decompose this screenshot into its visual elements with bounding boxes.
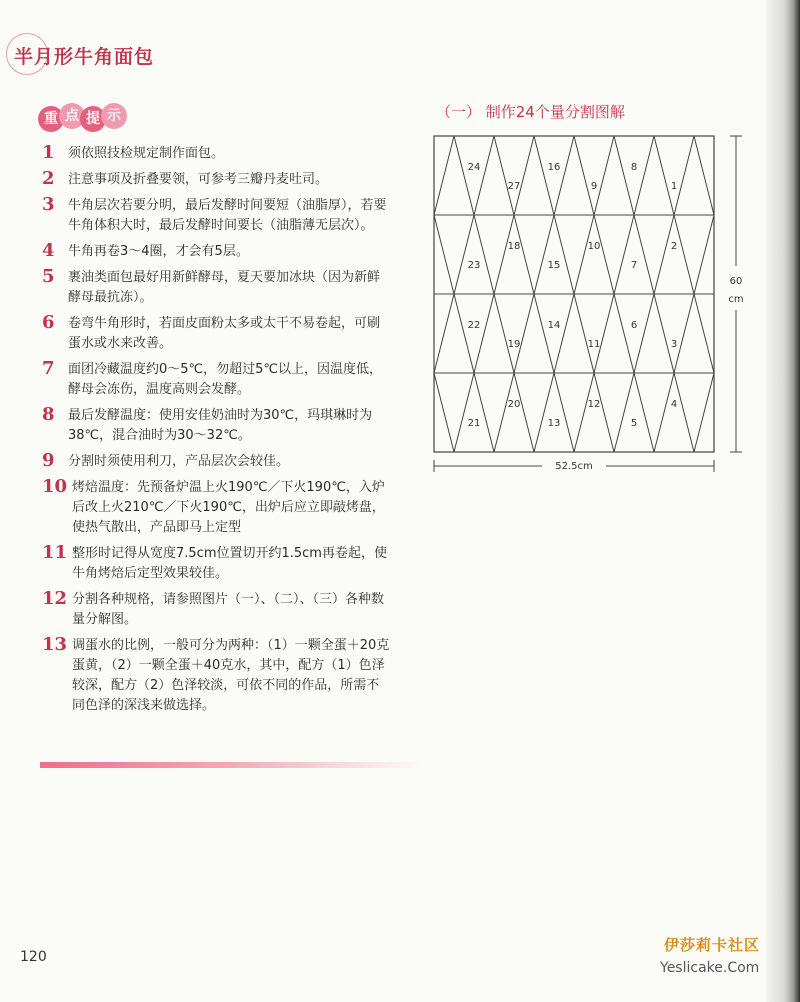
diagonal-cut-line (554, 373, 574, 452)
diagonal-cut-line (694, 294, 714, 373)
page-title: 半月形牛角面包 (14, 46, 155, 68)
diagonal-cut-line (574, 294, 594, 373)
diagonal-cut-line (434, 294, 454, 373)
diagonal-cut-line (454, 373, 474, 452)
diagonal-cut-line (494, 136, 514, 215)
diagonal-cut-line (594, 294, 614, 373)
piece-label: 4 (670, 399, 678, 411)
diagonal-cut-line (634, 294, 654, 373)
diagonal-cut-line (554, 294, 574, 373)
piece-label: 20 (507, 399, 521, 411)
page-number: 120 (20, 949, 47, 965)
tip-number: 1 (42, 142, 55, 163)
diagonal-cut-line (634, 215, 654, 294)
piece-label: 18 (507, 241, 521, 253)
book-spine-shadow (766, 0, 800, 1002)
diagonal-cut-line (674, 215, 694, 294)
diagonal-cut-line (454, 294, 474, 373)
tips-badge-char: 点 (59, 103, 85, 129)
diagonal-cut-line (474, 136, 494, 215)
tip-text: 裹油类面包最好用新鲜酵母，夏天要加冰块（因为新鲜酵母最抗冻）。 (68, 270, 381, 305)
diagonal-cut-line (554, 215, 574, 294)
diagonal-cut-line (574, 215, 594, 294)
watermark-cn: 伊莎莉卡社区 (664, 936, 761, 954)
tip-number: 7 (42, 358, 55, 379)
tip-text: 牛角层次若要分明，最后发酵时间要短（油脂厚），若要牛角体积大时，最后发酵时间要长（油脂薄无层次）。 (68, 198, 387, 233)
diagonal-cut-line (534, 215, 554, 294)
diagonal-cut-line (474, 294, 494, 373)
tip-number: 5 (42, 266, 55, 287)
tip-item (42, 268, 392, 308)
piece-label: 5 (630, 417, 638, 429)
tip-item (42, 590, 392, 630)
piece-label: 23 (467, 259, 481, 271)
piece-label: 27 (507, 180, 521, 192)
diagonal-cut-line (494, 294, 514, 373)
diagonal-cut-line (514, 136, 534, 215)
piece-label: 1 (670, 180, 678, 192)
tip-number: 3 (42, 194, 55, 215)
tip-text: 面团冷藏温度约0～5℃，勿超过5℃以上，因温度低，酵母会冻伤，温度高则会发酵。 (68, 362, 383, 397)
diagonal-cut-line (454, 136, 474, 215)
diagonal-cut-line (654, 373, 674, 452)
height-unit: cm (728, 294, 744, 305)
tip-text: 调蛋水的比例，一般可分为两种：（1）一颗全蛋＋20克蛋黄，（2）一颗全蛋＋40克水，其中，配方（1）色泽较深，配方（2）色泽较淡，可依不同的作品，所需不同色泽的深浅来做选择。 (72, 638, 390, 713)
tip-number: 4 (42, 240, 55, 261)
tip-item (42, 314, 392, 354)
piece-labels (468, 162, 678, 429)
diagonal-cut-line (654, 136, 674, 215)
tip-text: 烤焙温度：先预备炉温上火190℃／下火190℃，入炉后改上火210℃／下火190℃，出炉后应立即敲烤盘，使热气散出，产品即马上定型 (72, 480, 385, 535)
diagonal-cut-line (494, 373, 514, 452)
diagonal-cut-line (574, 373, 594, 452)
diagonal-cut-line (534, 136, 554, 215)
diagonal-cut-line (514, 373, 534, 452)
diagonal-cut-line (694, 373, 714, 452)
piece-label: 6 (630, 320, 638, 332)
diagonal-cut-line (614, 136, 634, 215)
tip-text: 牛角再卷3～4圈，才会有5层。 (68, 244, 249, 259)
tip-text: 最后发酵温度：使用安佳奶油时为30℃，玛琪琳时为38℃，混合油时为30～32℃。 (68, 408, 373, 443)
piece-label: 16 (547, 162, 561, 174)
piece-label: 19 (507, 338, 521, 350)
diagonal-cut-line (594, 136, 614, 215)
diagonal-cut-line (694, 136, 714, 215)
diagonal-cut-line (614, 294, 634, 373)
tip-item (42, 170, 392, 190)
diagonal-cut-line (474, 373, 494, 452)
piece-label: 8 (630, 162, 638, 174)
diagonal-cut-line (514, 294, 534, 373)
piece-label: 21 (467, 417, 481, 429)
piece-label: 13 (547, 417, 561, 429)
diagonal-cut-line (474, 215, 494, 294)
diagonal-cut-line (434, 136, 454, 215)
tips-badge-char: 提 (80, 106, 106, 132)
diagonal-cut-line (514, 215, 534, 294)
diagonal-cut-line (434, 215, 454, 294)
piece-label: 7 (630, 259, 638, 271)
cutting-diagram (420, 120, 760, 480)
tip-number: 12 (42, 588, 68, 609)
height-value: 60 (729, 276, 743, 287)
diagram-title: （一） 制作24个量分割图解 (436, 103, 625, 121)
width-label: 52.5cm (555, 461, 593, 472)
tips-badge (38, 106, 122, 132)
piece-label: 15 (547, 259, 561, 271)
diagonal-cut-line (634, 373, 654, 452)
piece-label: 10 (587, 241, 601, 253)
tips-list (42, 144, 392, 722)
tip-number: 11 (42, 542, 68, 563)
tip-text: 分割各种规格，请参照图片（一）、（二）、（三）各种数量分解图。 (72, 592, 385, 627)
piece-label: 11 (587, 338, 601, 350)
tip-item (42, 196, 392, 236)
tip-item (42, 360, 392, 400)
tip-text: 分割时须使用利刀，产品层次会较佳。 (68, 454, 290, 469)
piece-label: 9 (590, 180, 598, 192)
diagonal-cut-line (654, 215, 674, 294)
tip-item (42, 544, 392, 584)
tip-text: 注意事项及折叠要领，可参考三瓣丹麦吐司。 (68, 172, 329, 187)
diagonal-cut-line (674, 294, 694, 373)
tip-text: 整形时记得从宽度7.5cm位置切开约1.5cm再卷起，使牛角烤焙后定型效果较佳。 (72, 546, 387, 581)
piece-label: 12 (587, 399, 601, 411)
tip-item (42, 406, 392, 446)
diagonal-cut-line (594, 215, 614, 294)
tip-number: 2 (42, 168, 55, 189)
tips-badge-char: 重 (38, 106, 64, 132)
diagonal-cut-line (614, 373, 634, 452)
diagonal-cut-line (534, 373, 554, 452)
diagonal-cut-line (594, 373, 614, 452)
diagonal-cut-line (634, 136, 654, 215)
piece-label: 2 (670, 241, 678, 253)
diagonal-cut-line (574, 136, 594, 215)
tip-item (42, 636, 392, 716)
diagonal-cut-line (614, 215, 634, 294)
diagonal-cut-line (674, 373, 694, 452)
tip-item (42, 144, 392, 164)
diagonal-cut-line (694, 215, 714, 294)
tips-badge-char: 示 (101, 103, 127, 129)
watermark-en: Yeslicake.Com (660, 960, 760, 976)
tip-item (42, 242, 392, 262)
tip-item (42, 478, 392, 538)
tip-item (42, 452, 392, 472)
diagonal-cut-line (674, 136, 694, 215)
tip-number: 10 (42, 476, 68, 497)
diagonal-cut-line (654, 294, 674, 373)
diagonal-cut-line (534, 294, 554, 373)
diagonal-cut-line (554, 136, 574, 215)
tip-number: 6 (42, 312, 55, 333)
piece-label: 3 (670, 338, 678, 350)
tip-number: 13 (42, 634, 68, 655)
tip-text: 须依照技检规定制作面包。 (68, 146, 225, 161)
tip-number: 8 (42, 404, 55, 425)
diagonal-cut-line (434, 373, 454, 452)
piece-label: 24 (467, 162, 481, 174)
tip-number: 9 (42, 450, 55, 471)
piece-label: 22 (467, 320, 481, 332)
diagonal-cut-line (454, 215, 474, 294)
tip-text: 卷弯牛角形时，若面皮面粉太多或太干不易卷起，可刷蛋水或水来改善。 (68, 316, 381, 351)
piece-label: 14 (547, 320, 561, 332)
diagonal-cut-line (494, 215, 514, 294)
section-divider (40, 762, 420, 768)
